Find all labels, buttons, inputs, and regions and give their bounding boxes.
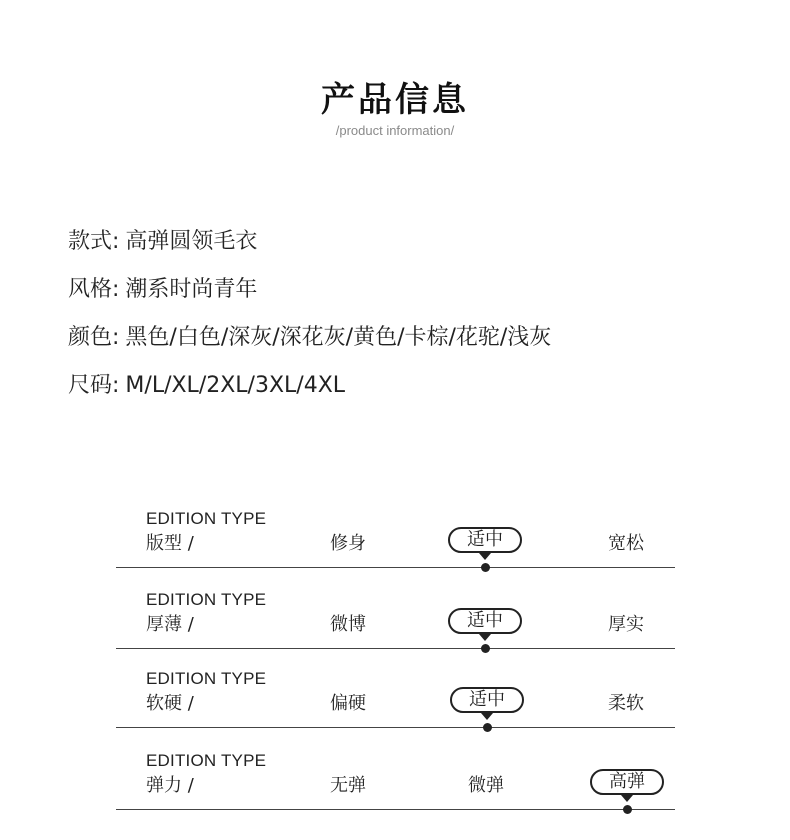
attr-title-en: EDITION TYPE — [146, 590, 267, 609]
attr-option: 偏硬 — [330, 693, 366, 714]
info-value: 高弹圆领毛衣 — [125, 229, 258, 254]
selection-pointer — [481, 713, 493, 720]
attr-title-cn: 弹力 / — [146, 775, 194, 796]
selection-pointer — [479, 553, 491, 560]
info-value: 黑色/白色/深灰/深花灰/黄色/卡棕/花驼/浅灰 — [125, 325, 552, 350]
attr-option-selected: 适中 — [448, 608, 522, 634]
info-colors — [68, 320, 551, 351]
info-label: 款式: — [68, 229, 120, 254]
info-label: 风格: — [68, 277, 120, 302]
attr-option-selected: 高弹 — [590, 769, 664, 795]
attr-option: 厚实 — [608, 614, 644, 635]
attr-option: 微博 — [330, 614, 366, 635]
selection-dot — [481, 563, 490, 572]
attr-title-cn: 版型 / — [146, 533, 194, 554]
page-subtitle: /product information/ — [335, 123, 455, 138]
attr-option-selected: 适中 — [450, 687, 524, 713]
info-style — [68, 224, 257, 255]
attr-option: 宽松 — [608, 533, 644, 554]
info-fashion — [68, 272, 257, 303]
info-sizes — [68, 368, 345, 399]
page-title: 产品信息 — [321, 80, 469, 120]
attr-title-en: EDITION TYPE — [146, 509, 267, 528]
selection-pointer — [621, 795, 633, 802]
attr-title-cn: 软硬 / — [146, 693, 194, 714]
selection-dot — [623, 805, 632, 814]
attr-option-selected: 适中 — [448, 527, 522, 553]
divider-line — [116, 727, 675, 728]
attr-option: 柔软 — [608, 693, 644, 714]
selection-dot — [481, 644, 490, 653]
info-label: 颜色: — [68, 325, 120, 350]
divider-line — [116, 648, 675, 649]
divider-line — [116, 567, 675, 568]
info-value: M/L/XL/2XL/3XL/4XL — [125, 373, 346, 398]
attr-option: 无弹 — [330, 775, 366, 796]
attr-title-cn: 厚薄 / — [146, 614, 194, 635]
attr-option: 微弹 — [468, 775, 504, 796]
attr-title-en: EDITION TYPE — [146, 751, 267, 770]
info-value: 潮系时尚青年 — [125, 277, 258, 302]
selection-pointer — [479, 634, 491, 641]
attr-option: 修身 — [330, 533, 366, 554]
attr-title-en: EDITION TYPE — [146, 669, 267, 688]
selection-dot — [483, 723, 492, 732]
divider-line — [116, 809, 675, 810]
info-label: 尺码: — [68, 373, 120, 398]
